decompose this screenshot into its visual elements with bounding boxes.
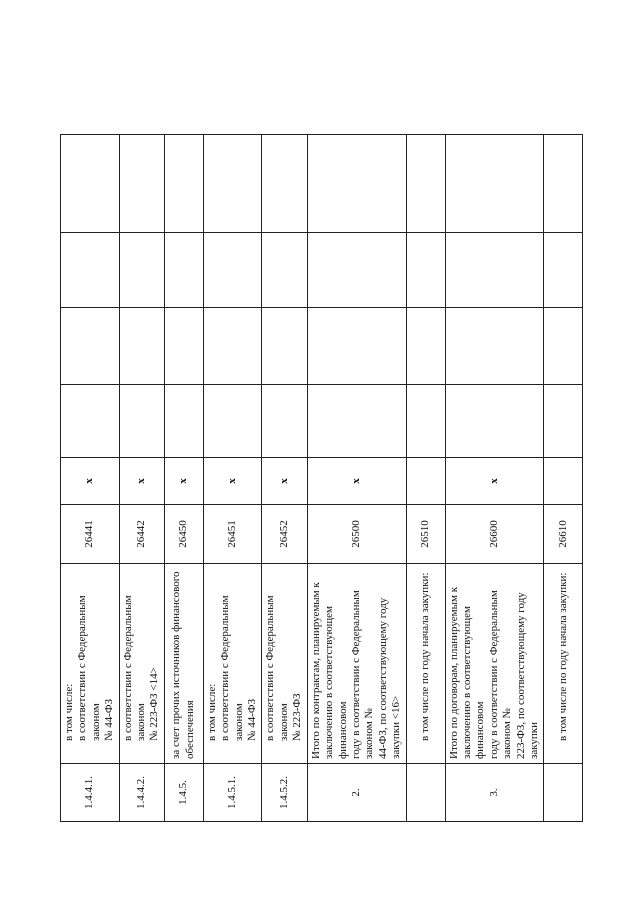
- empty-cell: [307, 233, 406, 308]
- row-mark: x: [119, 458, 164, 505]
- row-code: 26442: [119, 505, 164, 564]
- row-number: [544, 764, 583, 822]
- row-name: Итого по договорам, планируемым к заключению в соответствующем финансовом году в соответствии с Федеральным законом № 223-ФЗ, по соответствующему году закупки: [445, 564, 544, 764]
- row-code: 26510: [406, 505, 445, 564]
- empty-cell: [203, 135, 262, 233]
- empty-cell: [262, 233, 307, 308]
- row-mark: x: [307, 458, 406, 505]
- empty-cell: [445, 308, 544, 385]
- empty-cell: [119, 233, 164, 308]
- empty-cell: [164, 135, 203, 233]
- row-number: 1.4.5.1.: [203, 764, 262, 822]
- row-number: 1.4.5.2.: [262, 764, 307, 822]
- empty-cell: [203, 385, 262, 458]
- row-code: 26451: [203, 505, 262, 564]
- empty-cell: [203, 233, 262, 308]
- plan-table: [60, 134, 583, 822]
- empty-cell: [61, 233, 120, 308]
- table-container: [60, 135, 569, 822]
- empty-cell: [61, 385, 120, 458]
- row-number: 3.: [445, 764, 544, 822]
- empty-cell: [262, 308, 307, 385]
- table-body: [61, 135, 583, 822]
- row-mark: [544, 458, 583, 505]
- empty-cell: [307, 135, 406, 233]
- row-number: 1.4.4.2.: [119, 764, 164, 822]
- row-mark: x: [262, 458, 307, 505]
- row-name: в соответствии с Федеральным законом № 223-ФЗ <14>: [119, 564, 164, 764]
- empty-cell: [119, 135, 164, 233]
- empty-cell: [544, 385, 583, 458]
- empty-cell: [406, 135, 445, 233]
- row-name: в соответствии с Федеральным законом № 223-ФЗ: [262, 564, 307, 764]
- row-mark: [406, 458, 445, 505]
- empty-cell: [307, 308, 406, 385]
- row-code: 26500: [307, 505, 406, 564]
- empty-cell: [61, 308, 120, 385]
- table-row: [203, 135, 262, 822]
- table-row: [307, 135, 406, 822]
- empty-cell: [544, 135, 583, 233]
- table-row: [61, 135, 120, 822]
- empty-cell: [262, 135, 307, 233]
- row-code: 26441: [61, 505, 120, 564]
- empty-cell: [164, 233, 203, 308]
- row-mark: x: [203, 458, 262, 505]
- empty-cell: [445, 233, 544, 308]
- row-name: в том числе: в соответствии с Федеральным законом № 44-ФЗ: [203, 564, 262, 764]
- empty-cell: [406, 385, 445, 458]
- table-row: [119, 135, 164, 822]
- row-code: 26610: [544, 505, 583, 564]
- row-code: 26600: [445, 505, 544, 564]
- row-name: Итого по контрактам, планируемым к заключению в соответствующем финансовом году в соответствии с Федеральным законом № 44-ФЗ, по соответствующему году закупки <16>: [307, 564, 406, 764]
- table-row: [164, 135, 203, 822]
- rotated-table: [60, 135, 569, 822]
- row-number: 1.4.5.: [164, 764, 203, 822]
- row-name: в том числе по году начала закупки:: [406, 564, 445, 764]
- table-row: [445, 135, 544, 822]
- row-name: за счет прочих источников финансового обеспечения: [164, 564, 203, 764]
- row-number: [406, 764, 445, 822]
- row-number: 1.4.4.1.: [61, 764, 120, 822]
- row-mark: x: [445, 458, 544, 505]
- empty-cell: [406, 308, 445, 385]
- empty-cell: [406, 233, 445, 308]
- row-mark: x: [164, 458, 203, 505]
- empty-cell: [119, 385, 164, 458]
- row-code: 26452: [262, 505, 307, 564]
- empty-cell: [61, 135, 120, 233]
- empty-cell: [119, 308, 164, 385]
- empty-cell: [544, 308, 583, 385]
- empty-cell: [203, 308, 262, 385]
- empty-cell: [445, 135, 544, 233]
- empty-cell: [307, 385, 406, 458]
- row-name: в том числе: в соответствии с Федеральным законом № 44-ФЗ: [61, 564, 120, 764]
- empty-cell: [262, 385, 307, 458]
- empty-cell: [445, 385, 544, 458]
- table-row: [544, 135, 583, 822]
- row-number: 2.: [307, 764, 406, 822]
- empty-cell: [544, 233, 583, 308]
- empty-cell: [164, 308, 203, 385]
- table-row: [262, 135, 307, 822]
- empty-cell: [164, 385, 203, 458]
- row-mark: x: [61, 458, 120, 505]
- row-code: 26450: [164, 505, 203, 564]
- row-name: в том числе по году начала закупки:: [544, 564, 583, 764]
- table-row: [406, 135, 445, 822]
